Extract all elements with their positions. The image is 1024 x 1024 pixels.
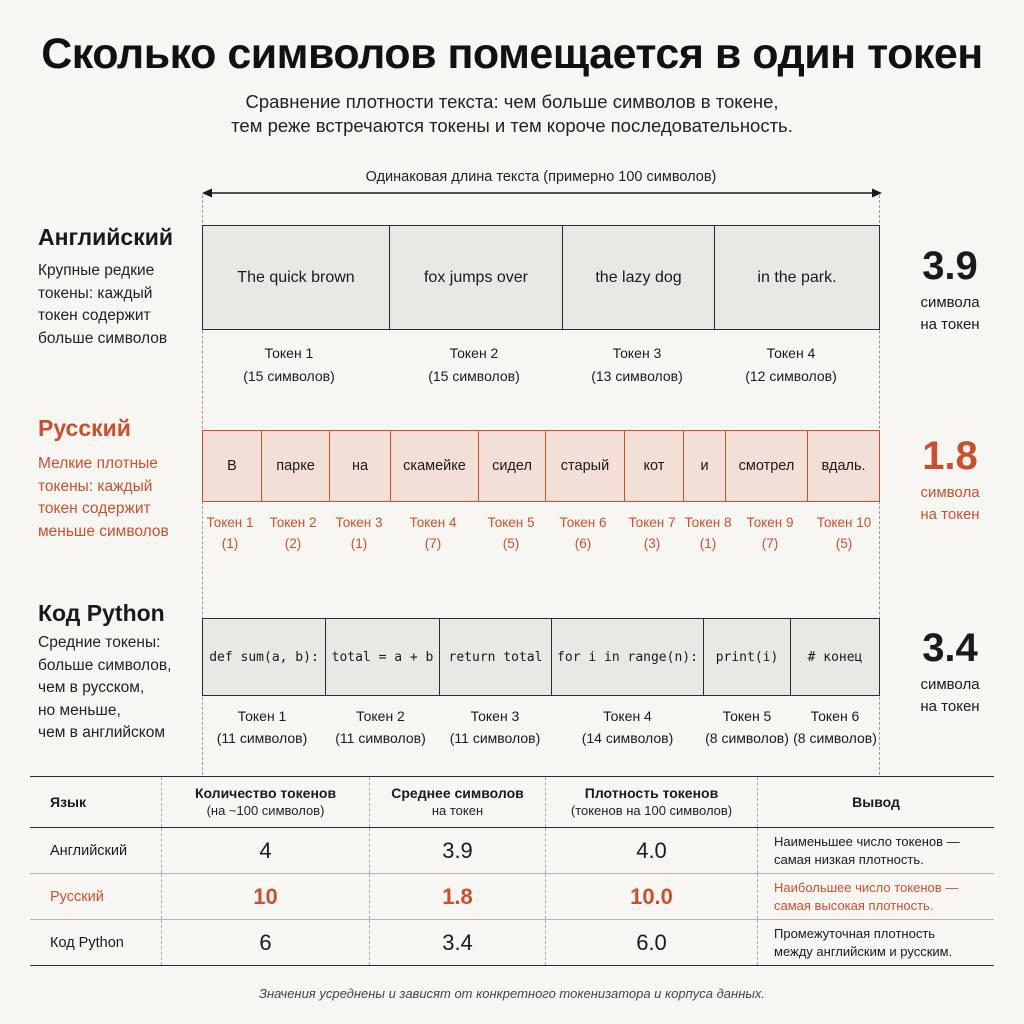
token-cell: for i in range(n):: [552, 619, 704, 695]
token-label-name: Токен 1: [264, 345, 314, 361]
section-desc-english: [38, 260, 167, 350]
token-cell: парке: [262, 431, 330, 501]
header-label: Вывод: [852, 793, 900, 810]
token-label-name: Токен 3: [612, 345, 662, 361]
desc-line: Крупные редкие: [38, 262, 155, 279]
token-label-count: (5): [835, 536, 853, 551]
token-label: [704, 705, 790, 749]
token-label: [439, 705, 551, 749]
conclusion-line: самая высокая плотность.: [774, 897, 934, 913]
cell-avg-chars: 1.8: [370, 874, 546, 919]
cell-conclusion: [758, 920, 994, 965]
desc-line: чем в английском: [38, 724, 166, 741]
token-label: [620, 512, 684, 554]
token-label-count: (14 символов): [581, 730, 674, 746]
token-cell: fox jumps over: [390, 226, 563, 329]
cell-conclusion: [758, 874, 994, 919]
stat-unit-line: на токен: [920, 698, 980, 715]
token-cell: старый: [546, 431, 625, 501]
table-header-row: [30, 776, 994, 828]
footnote: Значения усреднены и зависят от конкретного токенизатора и корпуса данных.: [258, 986, 766, 1001]
token-label: [322, 705, 439, 749]
section-title-russian: Русский: [38, 415, 131, 441]
desc-line: больше символов: [38, 329, 168, 347]
token-strip-english: [202, 225, 880, 330]
table-header-cell: [30, 777, 162, 827]
token-label-name: Токен 5: [722, 708, 772, 724]
desc-line: токен содержит: [38, 307, 151, 324]
token-label-count: (1): [221, 536, 239, 551]
header-label: Количество токенов: [194, 785, 337, 801]
desc-line: токены: каждый: [38, 477, 153, 495]
token-label-count: (11 символов): [449, 730, 541, 746]
token-cell: print(i): [704, 619, 791, 695]
desc-line: больше символов,: [38, 656, 172, 674]
summary-table: [30, 776, 994, 966]
token-label: [202, 512, 258, 554]
stat-unit: [900, 674, 1000, 718]
table-row: [30, 828, 994, 874]
desc-line: чем в русском,: [38, 679, 145, 696]
conclusion-line: самая низкая плотность.: [774, 851, 924, 867]
token-label: [702, 342, 880, 388]
token-label-name: Токен 5: [487, 515, 535, 530]
token-label-name: Токен 1: [237, 708, 287, 724]
token-label-name: Токен 2: [269, 515, 317, 530]
section-desc-python: [38, 632, 171, 745]
token-cell: и: [684, 431, 726, 501]
token-cell: скамейке: [391, 431, 479, 501]
cell-avg-chars: 3.9: [370, 828, 546, 873]
cell-conclusion: [758, 828, 994, 873]
cell-token-count: 10: [162, 874, 370, 919]
token-label-count: (8 символов): [705, 730, 789, 746]
header-label: Среднее символов: [391, 785, 524, 801]
stat-russian: [900, 434, 1000, 526]
token-label-name: Токен 9: [746, 515, 794, 530]
token-label-name: Токен 4: [409, 515, 457, 530]
token-label-count: (8 символов): [793, 730, 877, 746]
header-sublabel: (токенов на 100 символов): [570, 803, 733, 818]
token-label: [790, 705, 880, 749]
section-title-english: Английский: [38, 224, 173, 250]
stat-python: [900, 626, 1000, 718]
token-label: [390, 512, 476, 554]
token-label-count: (2): [284, 536, 302, 551]
desc-line: токен содержит: [38, 500, 151, 517]
cell-token-count: 4: [162, 828, 370, 873]
token-cell: сидел: [479, 431, 546, 501]
cell-language: Русский: [30, 874, 162, 919]
token-label-count: (12 символов): [745, 368, 837, 384]
token-labels-russian: [202, 512, 880, 554]
table-header-cell: [546, 777, 758, 827]
token-label-name: Токен 1: [206, 515, 254, 530]
stat-value: 3.4: [922, 626, 978, 670]
stat-unit: [900, 292, 1000, 336]
cell-density: 10.0: [546, 874, 758, 919]
subtitle-line: тем реже встречаются токены и тем короче последовательность.: [231, 115, 793, 136]
token-label: [546, 512, 620, 554]
header-sublabel: (на ~100 символов): [206, 803, 325, 818]
section-desc-russian: [38, 453, 169, 543]
token-cell: the lazy dog: [563, 226, 715, 329]
token-cell: in the park.: [757, 268, 837, 286]
token-label-count: (1): [350, 536, 368, 551]
token-cell: кот: [625, 431, 684, 501]
token-label-name: Токен 4: [766, 345, 816, 361]
token-label-count: (11 символов): [335, 730, 426, 746]
page-subtitle: [0, 90, 1024, 138]
token-label: [684, 512, 732, 554]
token-cell: return total: [440, 619, 552, 695]
cell-density: 6.0: [546, 920, 758, 965]
table-row: [30, 874, 994, 920]
cell-avg-chars: 3.4: [370, 920, 546, 965]
stat-unit: [900, 482, 1000, 526]
token-cell: def sum(a, b):: [203, 619, 326, 695]
desc-line: меньше символов: [38, 522, 169, 540]
token-cell: total = a + b: [326, 619, 440, 695]
token-label-count: (11 символов): [216, 730, 308, 746]
token-label-name: Токен 2: [449, 345, 499, 361]
token-label: [376, 342, 572, 388]
token-label: [328, 512, 390, 554]
token-label: [808, 512, 880, 554]
stat-value: 1.8: [922, 434, 978, 478]
conclusion-line: Наименьшее число токенов —: [774, 833, 960, 849]
token-labels-english: [202, 342, 880, 388]
section-title-python: Код Python: [38, 600, 165, 626]
token-label-name: Токен 3: [335, 515, 383, 530]
stat-value: 3.9: [922, 244, 978, 288]
token-label-name: Токен 3: [470, 708, 520, 724]
token-label: [551, 705, 704, 749]
token-strip-python: [202, 618, 880, 696]
cell-density: 4.0: [546, 828, 758, 873]
token-cell: В: [203, 431, 262, 501]
token-cell: на: [330, 431, 391, 501]
subtitle-line: Сравнение плотности текста: чем больше символов в токене,: [245, 91, 779, 112]
token-cell: вдаль.: [821, 458, 866, 474]
page-title: Сколько символов помещается в один токен: [41, 30, 983, 78]
token-label-count: (13 символов): [591, 368, 683, 384]
header-sublabel: на токен: [431, 803, 484, 818]
token-cell: смотрел: [726, 431, 808, 501]
text-length-label: Одинаковая длина текста (примерно 100 символов): [365, 169, 717, 185]
desc-line: но меньше,: [38, 701, 121, 719]
table-row: [30, 920, 994, 966]
header-label: Плотность токенов: [584, 785, 719, 801]
header-label: Язык: [50, 793, 86, 810]
token-label-name: Токен 7: [628, 515, 676, 530]
conclusion-line: Наибольшее число токенов —: [774, 879, 959, 895]
token-label-count: (1): [699, 536, 717, 551]
token-label-name: Токен 6: [559, 515, 607, 530]
desc-line: Средние токены:: [38, 634, 161, 651]
cell-language: Английский: [30, 828, 162, 873]
token-label-name: Токен 6: [810, 708, 860, 724]
token-label-name: Токен 10: [816, 515, 872, 530]
token-label: [202, 705, 322, 749]
token-label-name: Токен 4: [603, 708, 652, 724]
stat-unit-line: символа: [920, 676, 980, 693]
token-label: [258, 512, 328, 554]
conclusion-line: между английским и русским.: [774, 943, 953, 959]
token-label-count: (7): [761, 536, 779, 551]
token-label-count: (5): [502, 536, 520, 551]
stat-unit-line: символа: [920, 484, 980, 501]
token-label: [732, 512, 808, 554]
token-label: [202, 342, 376, 388]
desc-line: токены: каждый: [38, 284, 153, 302]
cell-token-count: 6: [162, 920, 370, 965]
token-cell: # конец: [807, 649, 863, 665]
token-cell: The quick brown: [203, 226, 390, 329]
token-label-name: Токен 2: [356, 708, 405, 724]
stat-unit-line: символа: [920, 294, 980, 311]
conclusion-line: Промежуточная плотность: [774, 925, 936, 941]
cell-language: Код Python: [30, 920, 162, 965]
token-label-name: Токен 8: [684, 515, 732, 530]
double-arrow-icon: [200, 185, 884, 201]
stat-unit-line: на токен: [920, 316, 980, 333]
stat-unit-line: на токен: [920, 506, 980, 523]
token-strip-russian: [202, 430, 880, 502]
token-label: [572, 342, 702, 388]
token-label-count: (3): [643, 536, 661, 551]
token-label-count: (7): [424, 536, 442, 551]
table-header-cell: [162, 777, 370, 827]
token-labels-python: [202, 705, 880, 749]
token-label-count: (15 символов): [243, 368, 335, 384]
desc-line: Мелкие плотные: [38, 455, 158, 472]
table-header-cell: [758, 777, 994, 827]
token-label-count: (15 символов): [428, 368, 520, 384]
token-label: [476, 512, 546, 554]
token-label-count: (6): [574, 536, 592, 551]
table-header-cell: [370, 777, 546, 827]
stat-english: [900, 244, 1000, 336]
